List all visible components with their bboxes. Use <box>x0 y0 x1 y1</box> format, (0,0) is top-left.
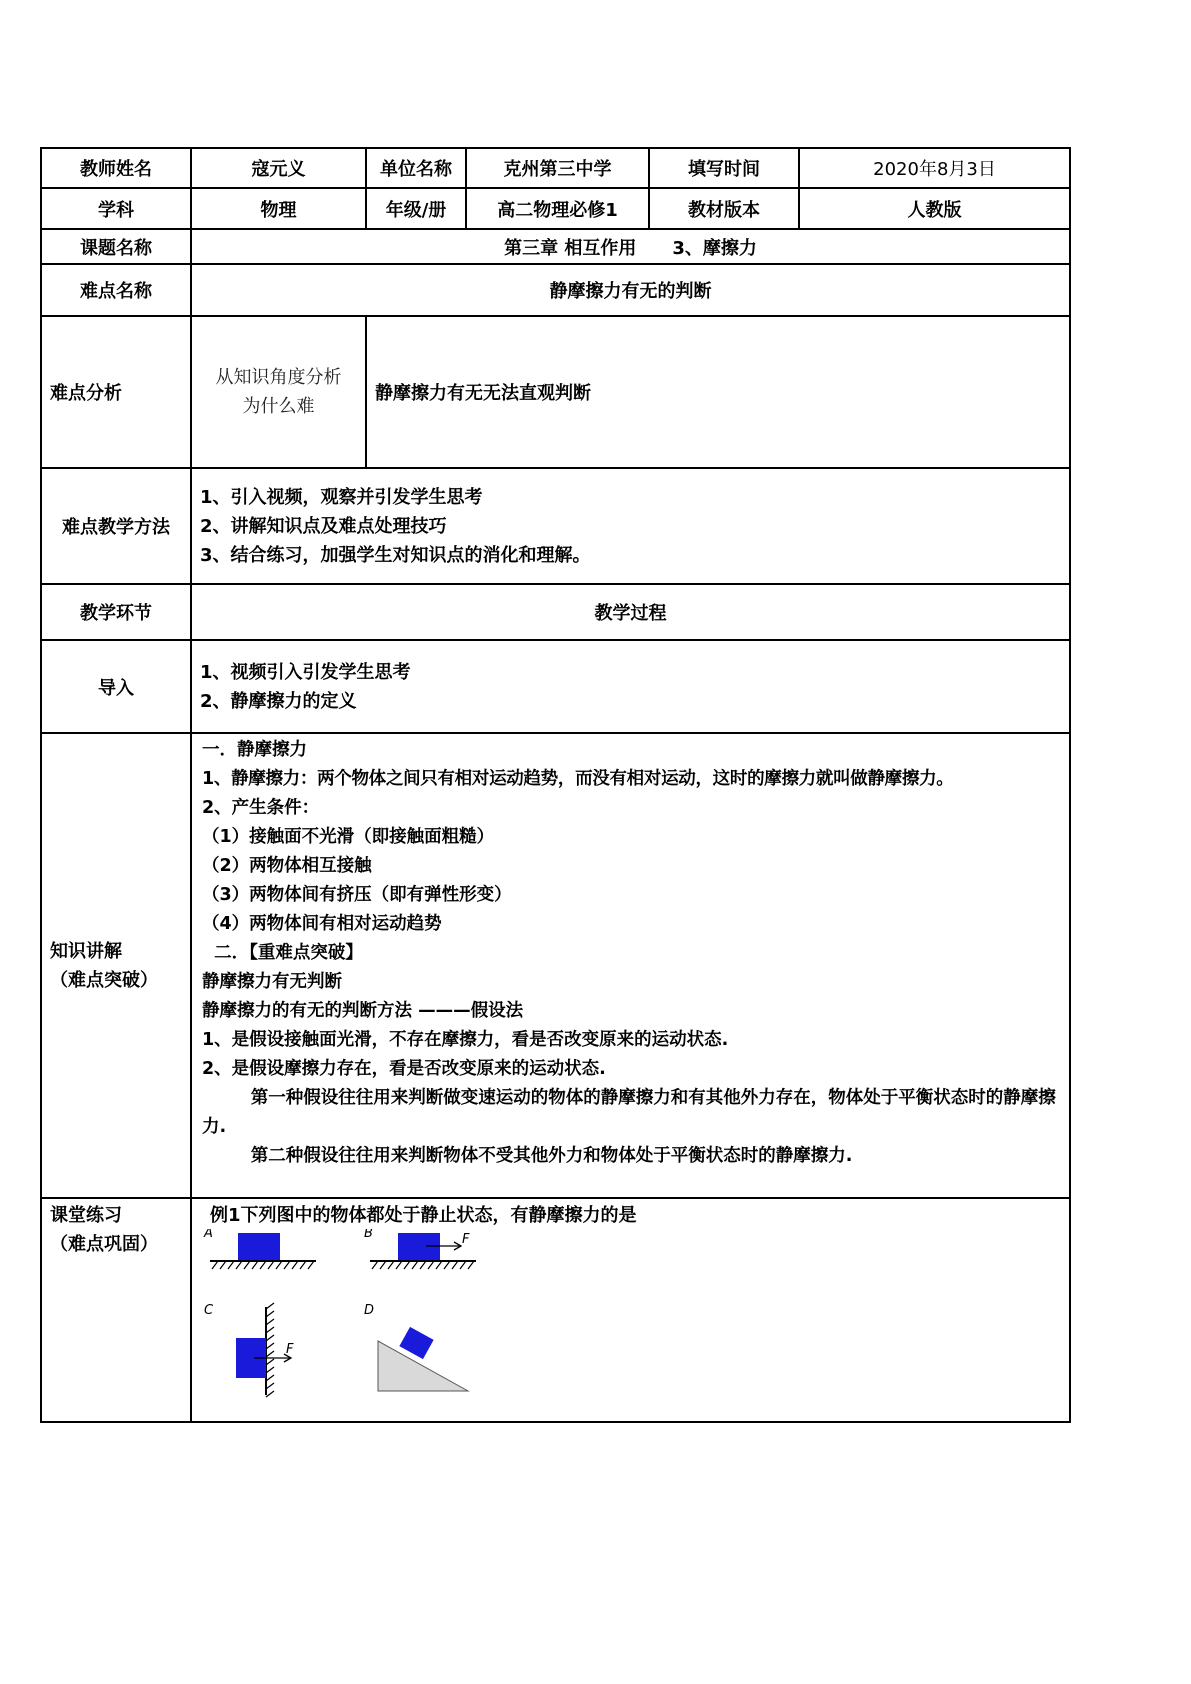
practice-label-line1: 课堂练习 <box>50 1205 122 1226</box>
header-row-2 <box>41 188 1070 229</box>
intro-row <box>41 640 1070 733</box>
analysis-sublabel-line1: 从知识角度分析 <box>215 367 342 388</box>
method-item: 2、讲解知识点及难点处理技巧 <box>200 515 447 537</box>
knowledge-line: 第一种假设往往用来判断做变速运动的物体的静摩擦力和有其他外力存在，物体处于平衡状态时的静摩擦力. <box>202 1088 1056 1137</box>
practice-content <box>191 1198 1070 1422</box>
knowledge-label-line2: （难点突破） <box>50 969 158 991</box>
intro-list <box>191 640 1070 733</box>
knowledge-label-line1: 知识讲解 <box>50 940 122 962</box>
method-label: 难点教学方法 <box>41 468 191 584</box>
knowledge-line: 1、静摩擦力：两个物体之间只有相对运动趋势，而没有相对运动，这时的摩擦力就叫做静摩擦力。 <box>202 769 954 789</box>
knowledge-line: 2、产生条件： <box>202 798 320 818</box>
figure-c <box>204 1303 294 1397</box>
figure-a-label: A <box>204 1229 213 1241</box>
knowledge-line: 一．静摩擦力 <box>202 740 307 760</box>
practice-question: 例1下列图中的物体都处于静止状态，有静摩擦力的是 <box>210 1205 637 1226</box>
analysis-sublabel <box>191 316 366 468</box>
figure-a-hatch <box>212 1261 314 1269</box>
grade-label: 年级/册 <box>366 188 466 229</box>
figure-a-block <box>238 1233 280 1260</box>
knowledge-line: （1）接触面不光滑（即接触面粗糙） <box>202 827 495 847</box>
figure-b-force-label: F <box>462 1232 470 1247</box>
teacher-label: 教师姓名 <box>41 148 191 188</box>
knowledge-row <box>41 733 1070 1198</box>
figure-c-label: C <box>204 1303 214 1318</box>
knowledge-line: 二．【重难点突破】 <box>202 943 363 963</box>
figure-d <box>364 1303 468 1391</box>
date-value: 2020年8月3日 <box>799 148 1070 188</box>
process-value: 教学过程 <box>191 584 1070 640</box>
header-row-1 <box>41 148 1070 188</box>
grade-value: 高二物理必修1 <box>466 188 649 229</box>
subject-value: 物理 <box>191 188 366 229</box>
topic-value: 第三章 相互作用 3、摩擦力 <box>191 229 1070 264</box>
knowledge-line: 1、是假设接触面光滑，不存在摩擦力，看是否改变原来的运动状态. <box>202 1030 729 1050</box>
knowledge-line: 第二种假设往往用来判断物体不受其他外力和物体处于平衡状态时的静摩擦力. <box>202 1146 853 1166</box>
date-label: 填写时间 <box>649 148 799 188</box>
intro-label: 导入 <box>41 640 191 733</box>
unit-name: 克州第三中学 <box>466 148 649 188</box>
edition-label: 教材版本 <box>649 188 799 229</box>
practice-label <box>41 1198 191 1422</box>
figure-c-force-label: F <box>286 1342 294 1357</box>
method-row <box>41 468 1070 584</box>
analysis-label: 难点分析 <box>41 316 191 468</box>
knowledge-line: （4）两物体间有相对运动趋势 <box>202 914 442 934</box>
figure-b-label: B <box>364 1229 373 1241</box>
intro-item: 2、静摩擦力的定义 <box>200 690 357 712</box>
analysis-row <box>41 316 1070 468</box>
friction-figures <box>194 1229 524 1407</box>
process-stage-label: 教学环节 <box>41 584 191 640</box>
lesson-plan-table <box>40 147 1071 1423</box>
difficulty-row <box>41 264 1070 316</box>
analysis-sublabel-line2: 为什么难 <box>242 396 315 417</box>
knowledge-line: （2）两物体相互接触 <box>202 856 372 876</box>
topic-label: 课题名称 <box>41 229 191 264</box>
edition-value: 人教版 <box>799 188 1070 229</box>
practice-label-line2: （难点巩固） <box>50 1234 158 1255</box>
unit-label: 单位名称 <box>366 148 466 188</box>
knowledge-line: 静摩擦力的有无的判断方法 ———假设法 <box>202 1001 524 1021</box>
figure-a <box>203 1229 316 1269</box>
process-header-row <box>41 584 1070 640</box>
figure-c-hatch <box>266 1303 274 1397</box>
knowledge-line: 2、是假设摩擦力存在，看是否改变原来的运动状态. <box>202 1059 606 1079</box>
difficulty-value: 静摩擦力有无的判断 <box>191 264 1070 316</box>
knowledge-label <box>41 733 191 1198</box>
knowledge-line: 静摩擦力有无判断 <box>202 972 342 992</box>
teacher-name: 寇元义 <box>191 148 366 188</box>
topic-row <box>41 229 1070 264</box>
knowledge-line: （3）两物体间有挤压（即有弹性形变） <box>202 885 512 905</box>
difficulty-label: 难点名称 <box>41 264 191 316</box>
figure-d-label: D <box>364 1303 375 1318</box>
analysis-value: 静摩擦力有无无法直观判断 <box>366 316 1070 468</box>
intro-item: 1、视频引入引发学生思考 <box>200 661 411 683</box>
figure-d-block <box>399 1327 433 1359</box>
figure-b <box>364 1229 476 1269</box>
method-item: 3、结合练习，加强学生对知识点的消化和理解。 <box>200 544 591 566</box>
figure-b-hatch <box>372 1261 474 1269</box>
subject-label: 学科 <box>41 188 191 229</box>
practice-row <box>41 1198 1070 1422</box>
method-list <box>191 468 1070 584</box>
method-item: 1、引入视频，观察并引发学生思考 <box>200 486 483 508</box>
knowledge-content <box>191 733 1070 1198</box>
